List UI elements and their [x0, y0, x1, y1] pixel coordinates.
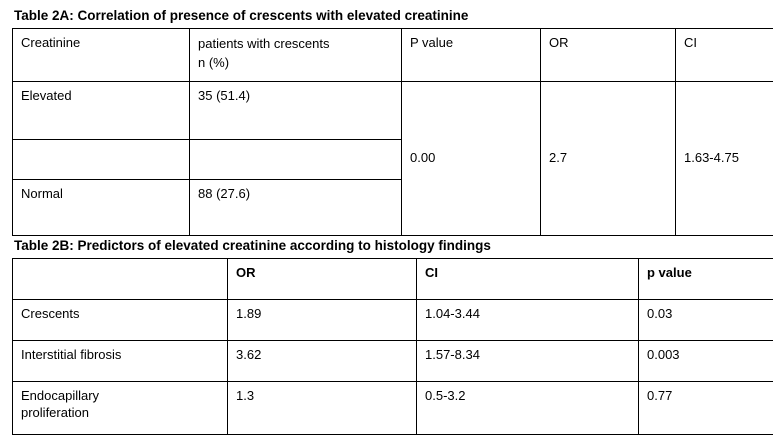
header-line-2: n (%)	[198, 55, 229, 70]
table-row	[13, 340, 773, 381]
table-b-row-ci-interstitial-fibrosis: 1.57-8.34	[417, 340, 639, 381]
table-a-header-or: OR	[541, 28, 676, 81]
table-2b	[12, 258, 773, 435]
table-a-caption: Table 2A: Correlation of presence of crescents with elevated creatinine	[14, 8, 761, 25]
table-a-row-label-blank	[13, 139, 190, 179]
table-row	[13, 81, 773, 139]
table-a-row-value-blank	[190, 139, 402, 179]
table-b-row-factor-crescents: Crescents	[13, 299, 228, 340]
table-a-cell-ci: 1.63-4.75	[676, 81, 773, 235]
table-a-header-patients-with-crescents	[190, 28, 402, 81]
table-a-header-creatinine: Creatinine	[13, 28, 190, 81]
factor-line-1: Endocapillary	[21, 388, 99, 403]
table-b-row-factor-interstitial-fibrosis: Interstitial fibrosis	[13, 340, 228, 381]
table-b-caption: Table 2B: Predictors of elevated creatinine according to histology findings	[14, 238, 761, 255]
table-a-row-label-normal: Normal	[13, 179, 190, 235]
table-b-row-or-endocapillary-proliferation: 1.3	[228, 381, 417, 434]
factor-line-2: proliferation	[21, 405, 89, 420]
table-b-row-p-crescents: 0.03	[639, 299, 773, 340]
table-b-header-or: OR	[228, 258, 417, 299]
table-b-row-ci-crescents: 1.04-3.44	[417, 299, 639, 340]
table-b-row-p-interstitial-fibrosis: 0.003	[639, 340, 773, 381]
table-b-header-ci: CI	[417, 258, 639, 299]
table-a-row-value-elevated: 35 (51.4)	[190, 81, 402, 139]
table-row	[13, 258, 773, 299]
table-a-row-label-elevated: Elevated	[13, 81, 190, 139]
table-b-row-or-crescents: 1.89	[228, 299, 417, 340]
table-2a	[12, 28, 773, 236]
table-a-cell-p-value: 0.00	[402, 81, 541, 235]
table-b-header-blank	[13, 258, 228, 299]
table-b-row-p-endocapillary-proliferation: 0.77	[639, 381, 773, 434]
table-b-row-factor-endocapillary-proliferation	[13, 381, 228, 434]
table-b-row-or-interstitial-fibrosis: 3.62	[228, 340, 417, 381]
table-b-row-ci-endocapillary-proliferation: 0.5-3.2	[417, 381, 639, 434]
table-a-cell-or: 2.7	[541, 81, 676, 235]
table-a-header-ci: CI	[676, 28, 773, 81]
table-row	[13, 381, 773, 434]
table-b-header-p-value: p value	[639, 258, 773, 299]
table-row	[13, 28, 773, 81]
table-a-row-value-normal: 88 (27.6)	[190, 179, 402, 235]
table-row	[13, 299, 773, 340]
header-line-1: patients with crescents	[198, 36, 330, 51]
table-a-header-p-value: P value	[402, 28, 541, 81]
